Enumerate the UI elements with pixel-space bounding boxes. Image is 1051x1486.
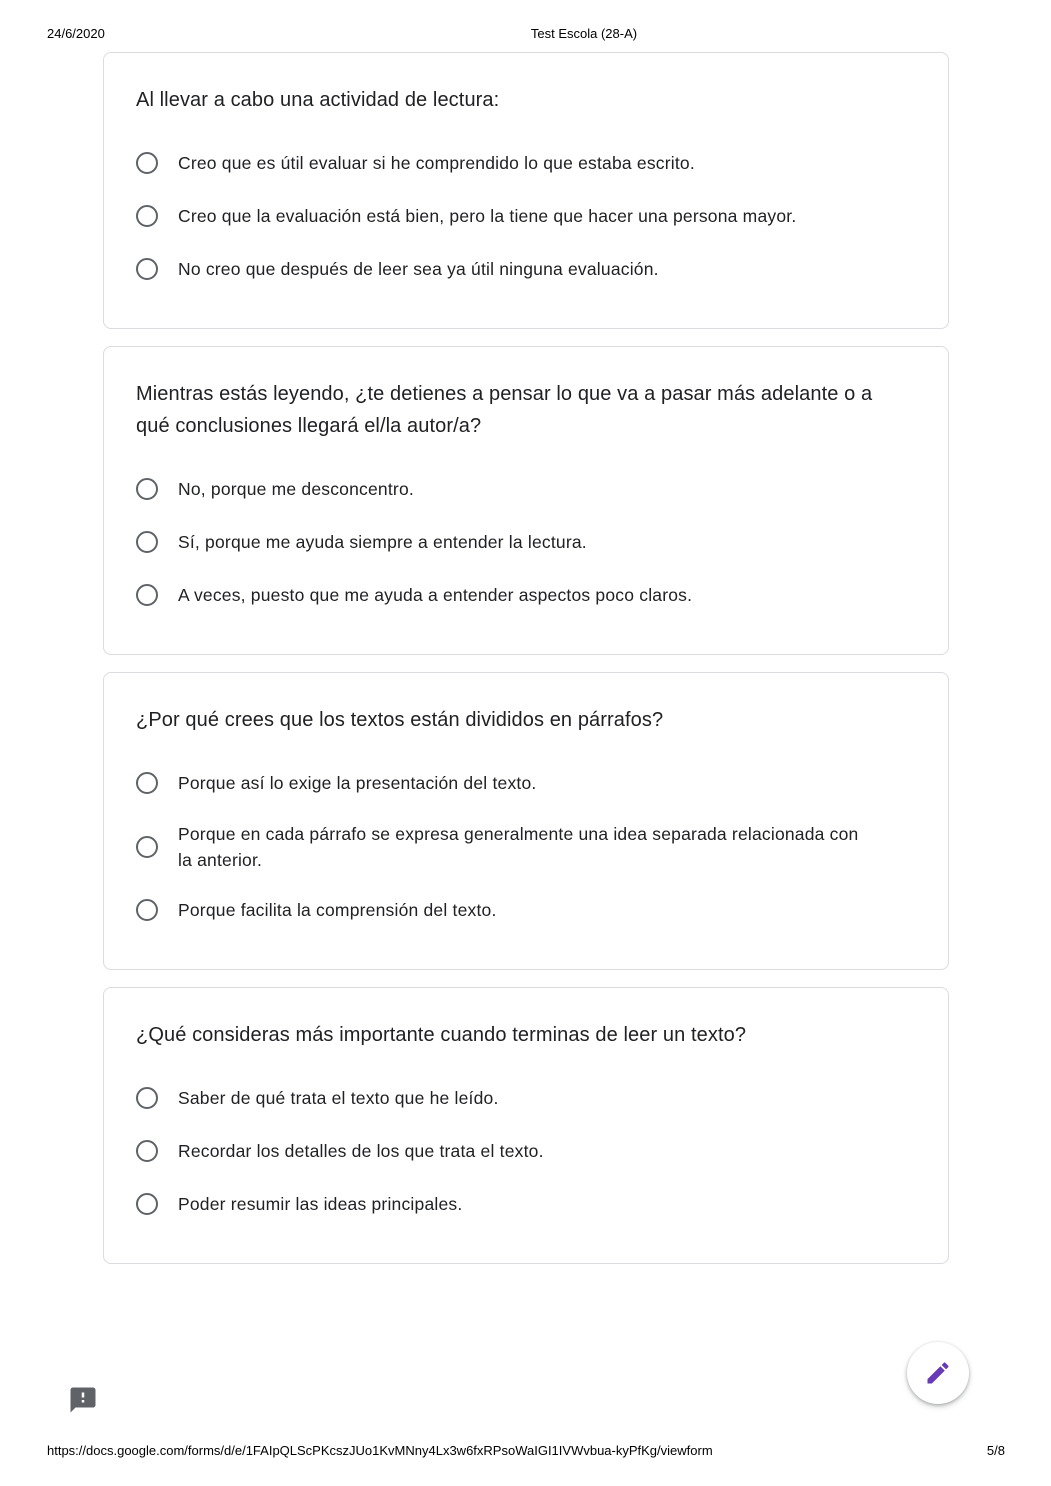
radio-option[interactable] xyxy=(136,897,908,923)
radio-button[interactable] xyxy=(136,205,158,227)
radio-option[interactable] xyxy=(136,256,908,282)
radio-option[interactable] xyxy=(136,529,908,555)
radio-button[interactable] xyxy=(136,1087,158,1109)
radio-option[interactable] xyxy=(136,203,908,229)
edit-button[interactable] xyxy=(907,1342,969,1404)
print-footer xyxy=(0,1443,1051,1459)
question-card-2 xyxy=(103,346,949,655)
radio-option[interactable] xyxy=(136,1138,908,1164)
option-label: Creo que la evaluación está bien, pero la tiene que hacer una persona mayor. xyxy=(178,206,797,226)
radio-option[interactable] xyxy=(136,1085,908,1111)
question-card-1 xyxy=(103,52,949,329)
option-label-line: la anterior. xyxy=(178,850,263,870)
radio-button[interactable] xyxy=(136,772,158,794)
option-label: Sí, porque me ayuda siempre a entender la lectura. xyxy=(178,532,587,552)
radio-option[interactable] xyxy=(136,1191,908,1217)
radio-button[interactable] xyxy=(136,899,158,921)
option-label: No creo que después de leer sea ya útil ninguna evaluación. xyxy=(178,259,659,279)
option-label: Porque así lo exige la presentación del texto. xyxy=(178,773,537,793)
question-card-4 xyxy=(103,987,949,1264)
question-title: Al llevar a cabo una actividad de lectura: xyxy=(136,89,500,111)
question-title xyxy=(136,378,912,442)
option-label: Poder resumir las ideas principales. xyxy=(178,1194,463,1214)
radio-button[interactable] xyxy=(136,531,158,553)
question-card-3 xyxy=(103,672,949,970)
option-label: A veces, puesto que me ayuda a entender aspectos poco claros. xyxy=(178,585,693,605)
radio-option[interactable] xyxy=(136,821,908,873)
radio-button[interactable] xyxy=(136,584,158,606)
option-label: Recordar los detalles de los que trata el texto. xyxy=(178,1141,544,1161)
report-problem-icon xyxy=(68,1385,98,1415)
option-label xyxy=(178,821,859,873)
radio-option[interactable] xyxy=(136,770,908,796)
radio-button[interactable] xyxy=(136,836,158,858)
radio-button[interactable] xyxy=(136,152,158,174)
question-title-line: qué conclusiones llegará el/la autor/a? xyxy=(136,415,482,437)
radio-button[interactable] xyxy=(136,1140,158,1162)
radio-option[interactable] xyxy=(136,150,908,176)
option-label: Saber de qué trata el texto que he leído. xyxy=(178,1088,499,1108)
question-title: ¿Qué consideras más importante cuando terminas de leer un texto? xyxy=(136,1024,747,1046)
pencil-icon xyxy=(924,1359,952,1387)
option-label: No, porque me desconcentro. xyxy=(178,479,414,499)
question-title: ¿Por qué crees que los textos están divididos en párrafos? xyxy=(136,709,664,731)
radio-option[interactable] xyxy=(136,476,908,502)
print-title: Test Escola (28-A) xyxy=(530,26,638,41)
print-page-number: 5/8 xyxy=(986,1443,1005,1458)
radio-button[interactable] xyxy=(136,478,158,500)
print-url: https://docs.google.com/forms/d/e/1FAIpQLScPKcszJUo1KvMNny4Lx3w6fxRPsoWaIGI1IVWvbua-kyPfKg/viewform xyxy=(47,1443,713,1458)
option-label: Porque facilita la comprensión del texto. xyxy=(178,900,497,920)
option-label-line: Porque en cada párrafo se expresa generalmente una idea separada relacionada con xyxy=(178,824,859,844)
print-date: 24/6/2020 xyxy=(47,26,105,41)
question-title-line: Mientras estás leyendo, ¿te detienes a pensar lo que va a pasar más adelante o a xyxy=(136,383,873,405)
print-header xyxy=(0,26,1051,42)
radio-option[interactable] xyxy=(136,582,908,608)
report-problem-button[interactable] xyxy=(68,1385,98,1415)
radio-button[interactable] xyxy=(136,258,158,280)
option-label: Creo que es útil evaluar si he comprendido lo que estaba escrito. xyxy=(178,153,695,173)
radio-button[interactable] xyxy=(136,1193,158,1215)
